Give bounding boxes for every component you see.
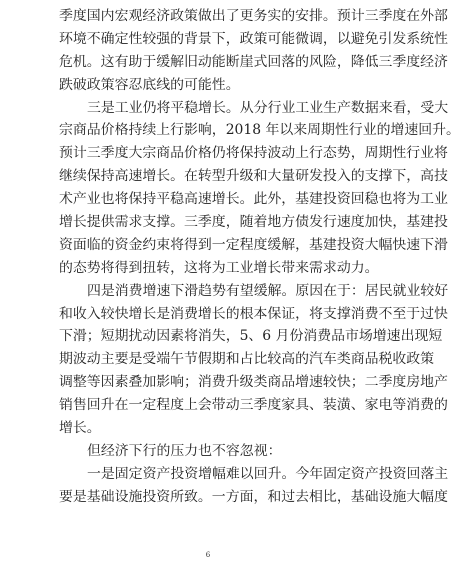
text-line: 增长。: [59, 420, 101, 437]
text-line: 预计三季度大宗商品价格仍将保持波动上行态势，周期性行业将: [59, 145, 448, 162]
text-line: 要是基础设施投资所致。一方面，和过去相比，基础设施大幅度: [59, 488, 448, 505]
text-line: 资面临的资金约束将得到一定程度缓解，基建投资大幅快速下滑: [59, 236, 448, 253]
text-line: 三是工业仍将平稳增长。从分行业工业生产数据来看，受大: [87, 99, 449, 116]
text-line: 期波动主要是受端午节假期和占比较高的汽车类商品税收政策: [59, 351, 435, 368]
text-line: 销售回升在一定程度上会带动三季度家具、装潢、家电等消费的: [59, 397, 448, 414]
text-line: 但经济下行的压力也不容忽视：: [87, 442, 282, 459]
text-line: 下滑；短期扰动因素将消失，5、6 月份消费品市场增速出现短: [59, 328, 443, 345]
text-line: 季度国内宏观经济政策做出了更务实的安排。预计三季度在外部: [59, 8, 448, 24]
body-text: [59, 5, 460, 509]
text-line: 一是固定资产投资增幅难以回升。今年固定资产投资回落主: [87, 465, 449, 482]
text-line: 跌破政策容忍底线的可能性。: [59, 76, 240, 93]
text-line: 危机。这有助于缓解旧动能断崖式回落的风险，降低三季度经济: [59, 53, 448, 70]
text-line: 增长提供需求支撑。三季度，随着地方债发行速度加快，基建投: [59, 214, 448, 231]
text-line: 环境不确定性较强的背景下，政策可能微调，以避免引发系统性: [59, 30, 448, 47]
text-line: 调整等因素叠加影响；消费升级类商品增速较快；二季度房地产: [59, 374, 448, 391]
text-line: 术产业也将保持平稳高速增长。此外，基建投资回稳也将为工业: [59, 191, 448, 208]
page-number: 6: [205, 551, 211, 559]
text-line: 的态势将得到扭转，这将为工业增长带来需求动力。: [59, 259, 379, 276]
text-line: 宗商品价格持续上行影响，2018 年以来周期性行业的增速回升。: [59, 122, 460, 139]
text-line: 和收入较快增长是消费增长的根本保证，将支撑消费不至于过快: [59, 305, 448, 322]
text-line: 四是消费增速下滑趋势有望缓解。原因在于：居民就业较好: [87, 282, 449, 299]
text-line: 继续保持高速增长。在转型升级和大量研发投入的支撑下，高技: [59, 168, 448, 185]
